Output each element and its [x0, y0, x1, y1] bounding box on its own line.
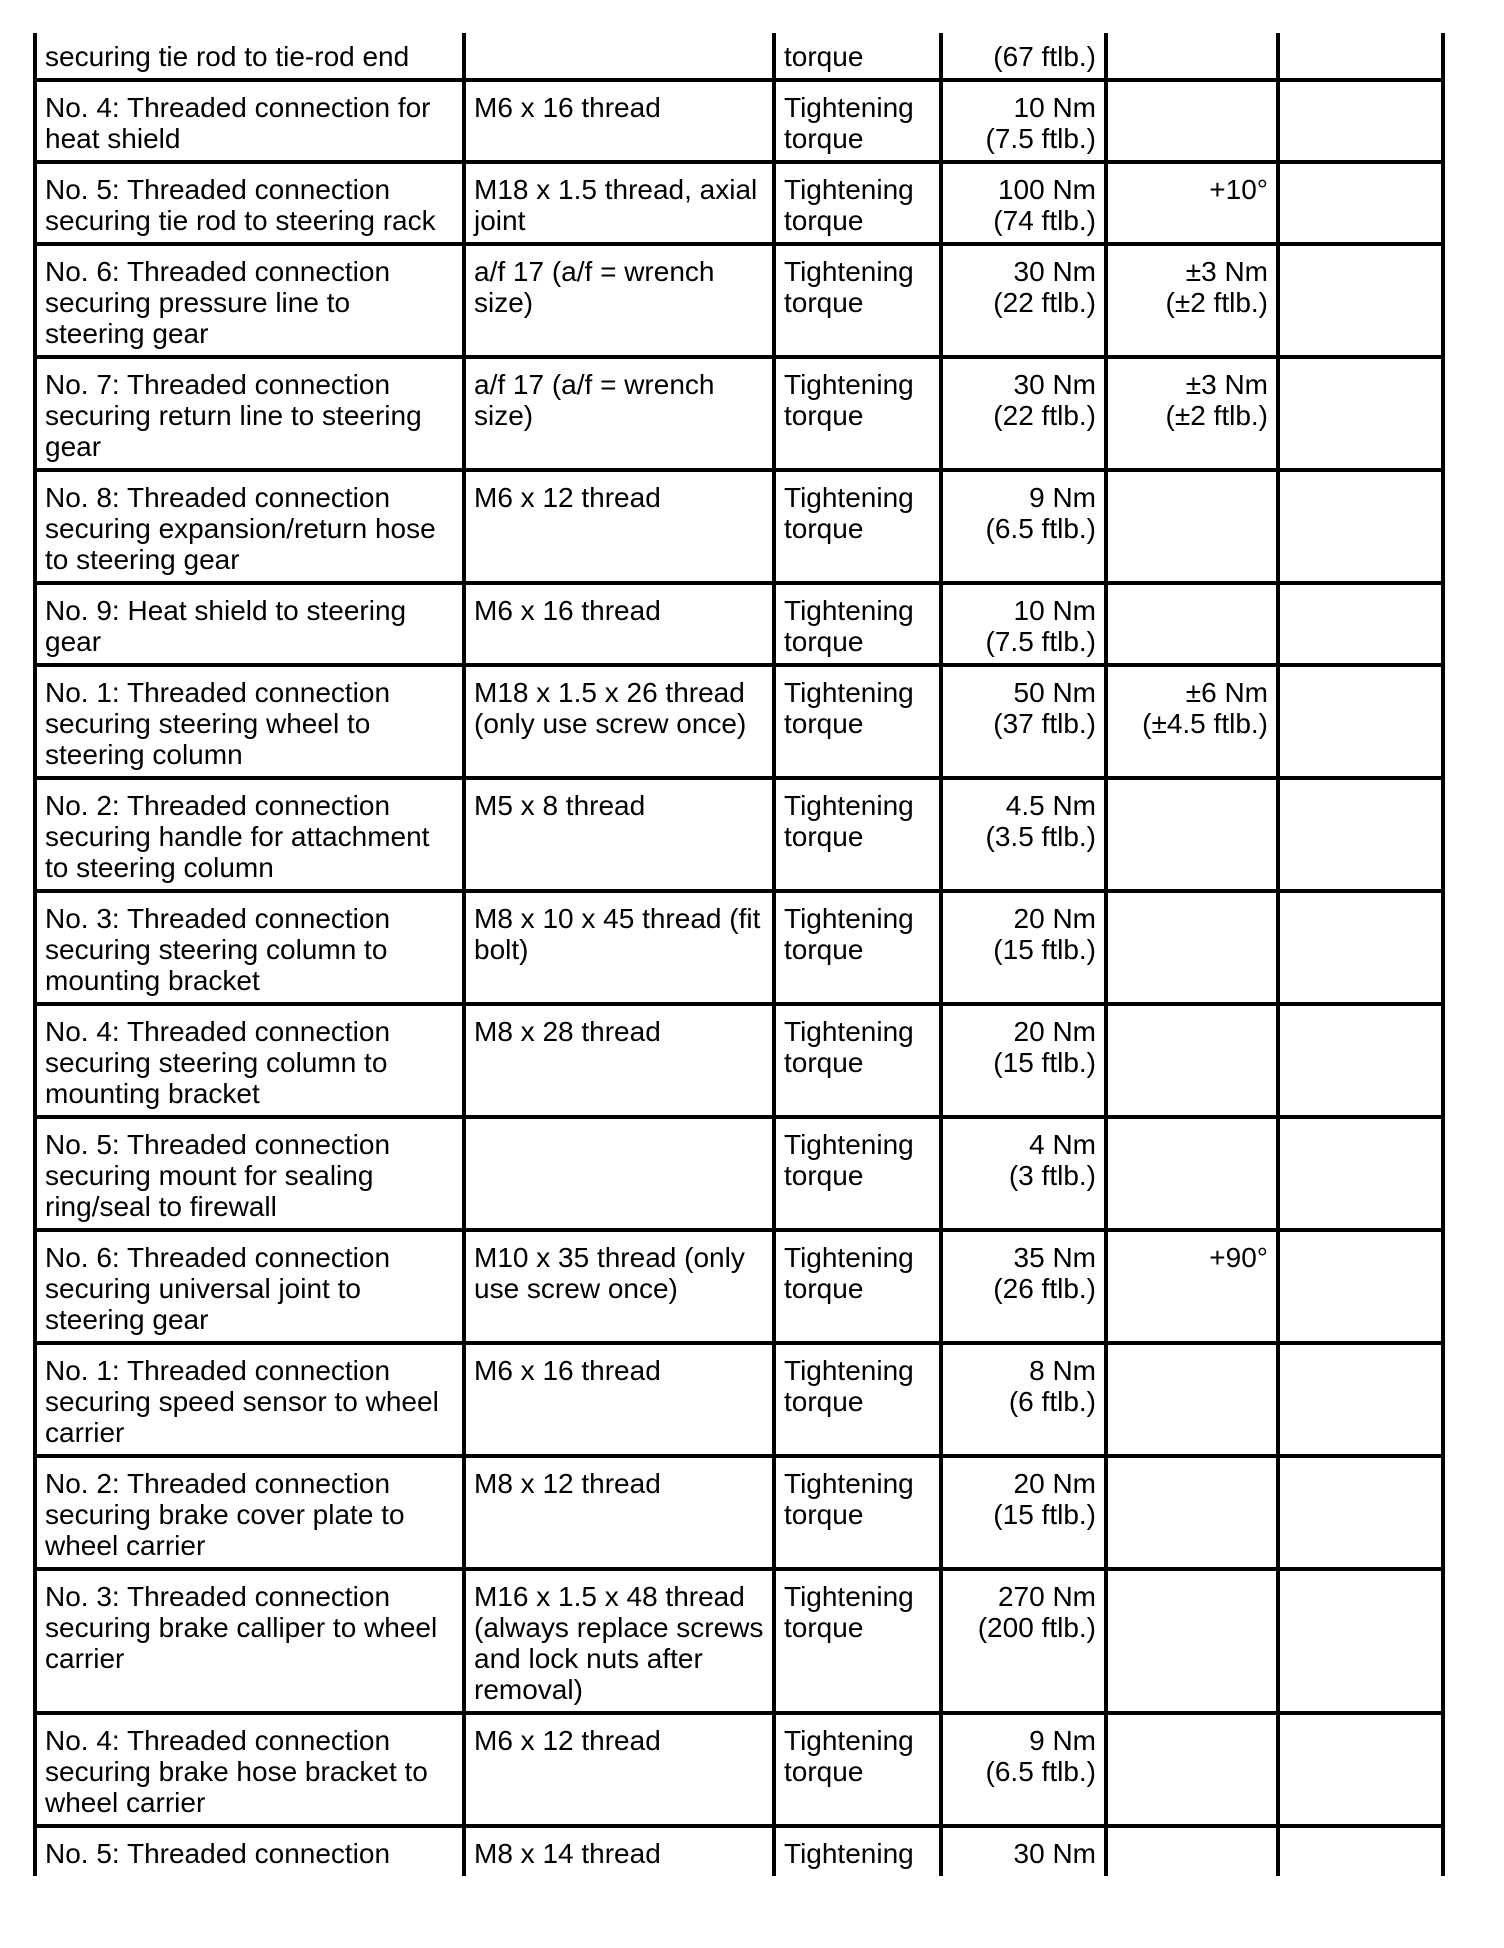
- notes-cell: [1278, 891, 1443, 1004]
- notes-cell: [1278, 583, 1443, 665]
- thread-cell: M8 x 14 thread: [464, 1826, 774, 1876]
- component-cell: No. 6: Threaded connection securing pressure line to steering gear: [35, 244, 464, 357]
- torque-type-cell: Tightening torque: [774, 1456, 941, 1569]
- component-cell: No. 5: Threaded connection securing mount for sealing ring/seal to firewall: [35, 1117, 464, 1230]
- torque-value-cell: (67 ftlb.): [941, 33, 1106, 80]
- torque-type-cell: Tightening torque: [774, 1230, 941, 1343]
- torque-value-cell: 9 Nm (6.5 ftlb.): [941, 1713, 1106, 1826]
- tolerance-cell: +90°: [1106, 1230, 1278, 1343]
- torque-type-cell: Tightening torque: [774, 1713, 941, 1826]
- tolerance-cell: [1106, 470, 1278, 583]
- notes-cell: [1278, 470, 1443, 583]
- tolerance-cell: [1106, 1117, 1278, 1230]
- table-row: [35, 470, 1443, 583]
- component-cell: securing tie rod to tie-rod end: [35, 33, 464, 80]
- table-row: [35, 162, 1443, 244]
- torque-value-cell: 10 Nm (7.5 ftlb.): [941, 583, 1106, 665]
- thread-cell: M6 x 16 thread: [464, 583, 774, 665]
- table-row: [35, 891, 1443, 1004]
- thread-cell: M8 x 10 x 45 thread (fit bolt): [464, 891, 774, 1004]
- table-row: [35, 1343, 1443, 1456]
- table-row: [35, 583, 1443, 665]
- component-cell: No. 4: Threaded connection securing steering column to mounting bracket: [35, 1004, 464, 1117]
- torque-type-cell: Tightening torque: [774, 891, 941, 1004]
- torque-type-cell: torque: [774, 33, 941, 80]
- torque-type-cell: Tightening torque: [774, 470, 941, 583]
- tolerance-cell: [1106, 1456, 1278, 1569]
- component-cell: No. 5: Threaded connection securing tie rod to steering rack: [35, 162, 464, 244]
- torque-type-cell: Tightening torque: [774, 1343, 941, 1456]
- thread-cell: [464, 1117, 774, 1230]
- notes-cell: [1278, 162, 1443, 244]
- component-cell: No. 6: Threaded connection securing universal joint to steering gear: [35, 1230, 464, 1343]
- table-row: [35, 1569, 1443, 1713]
- torque-value-cell: 9 Nm (6.5 ftlb.): [941, 470, 1106, 583]
- torque-value-cell: 10 Nm (7.5 ftlb.): [941, 80, 1106, 162]
- torque-type-cell: Tightening torque: [774, 244, 941, 357]
- thread-cell: M6 x 16 thread: [464, 1343, 774, 1456]
- torque-value-cell: 4 Nm (3 ftlb.): [941, 1117, 1106, 1230]
- notes-cell: [1278, 33, 1443, 80]
- torque-value-cell: 20 Nm (15 ftlb.): [941, 891, 1106, 1004]
- tolerance-cell: ±6 Nm (±4.5 ftlb.): [1106, 665, 1278, 778]
- thread-cell: M16 x 1.5 x 48 thread (always replace screws and lock nuts after removal): [464, 1569, 774, 1713]
- table-row: [35, 33, 1443, 80]
- component-cell: No. 4: Threaded connection securing brake hose bracket to wheel carrier: [35, 1713, 464, 1826]
- tolerance-cell: [1106, 1826, 1278, 1876]
- thread-cell: M18 x 1.5 x 26 thread (only use screw once): [464, 665, 774, 778]
- tolerance-cell: [1106, 891, 1278, 1004]
- tolerance-cell: [1106, 583, 1278, 665]
- torque-type-cell: Tightening torque: [774, 1004, 941, 1117]
- table-row: [35, 1117, 1443, 1230]
- thread-cell: [464, 33, 774, 80]
- component-cell: No. 3: Threaded connection securing brake calliper to wheel carrier: [35, 1569, 464, 1713]
- tolerance-cell: [1106, 1569, 1278, 1713]
- torque-type-cell: Tightening: [774, 1826, 941, 1876]
- tolerance-cell: [1106, 1343, 1278, 1456]
- component-cell: No. 5: Threaded connection: [35, 1826, 464, 1876]
- torque-value-cell: 270 Nm (200 ftlb.): [941, 1569, 1106, 1713]
- torque-type-cell: Tightening torque: [774, 665, 941, 778]
- thread-cell: M6 x 16 thread: [464, 80, 774, 162]
- tolerance-cell: +10°: [1106, 162, 1278, 244]
- component-cell: No. 9: Heat shield to steering gear: [35, 583, 464, 665]
- torque-value-cell: 8 Nm (6 ftlb.): [941, 1343, 1106, 1456]
- torque-value-cell: 20 Nm (15 ftlb.): [941, 1004, 1106, 1117]
- thread-cell: a/f 17 (a/f = wrench size): [464, 357, 774, 470]
- torque-type-cell: Tightening torque: [774, 1117, 941, 1230]
- component-cell: No. 4: Threaded connection for heat shield: [35, 80, 464, 162]
- notes-cell: [1278, 80, 1443, 162]
- thread-cell: M10 x 35 thread (only use screw once): [464, 1230, 774, 1343]
- table-row: [35, 80, 1443, 162]
- tolerance-cell: ±3 Nm (±2 ftlb.): [1106, 244, 1278, 357]
- torque-value-cell: 30 Nm (22 ftlb.): [941, 244, 1106, 357]
- component-cell: No. 2: Threaded connection securing handle for attachment to steering column: [35, 778, 464, 891]
- notes-cell: [1278, 1569, 1443, 1713]
- torque-type-cell: Tightening torque: [774, 778, 941, 891]
- tolerance-cell: [1106, 778, 1278, 891]
- notes-cell: [1278, 357, 1443, 470]
- thread-cell: a/f 17 (a/f = wrench size): [464, 244, 774, 357]
- table-row: [35, 357, 1443, 470]
- torque-type-cell: Tightening torque: [774, 162, 941, 244]
- torque-value-cell: 4.5 Nm (3.5 ftlb.): [941, 778, 1106, 891]
- notes-cell: [1278, 1230, 1443, 1343]
- notes-cell: [1278, 1826, 1443, 1876]
- notes-cell: [1278, 244, 1443, 357]
- thread-cell: M8 x 28 thread: [464, 1004, 774, 1117]
- table-row: [35, 665, 1443, 778]
- component-cell: No. 7: Threaded connection securing return line to steering gear: [35, 357, 464, 470]
- torque-value-cell: 30 Nm (22 ftlb.): [941, 357, 1106, 470]
- table-row: [35, 244, 1443, 357]
- table-row: [35, 778, 1443, 891]
- component-cell: No. 1: Threaded connection securing speed sensor to wheel carrier: [35, 1343, 464, 1456]
- tolerance-cell: [1106, 1004, 1278, 1117]
- torque-type-cell: Tightening torque: [774, 1569, 941, 1713]
- table-row: [35, 1004, 1443, 1117]
- notes-cell: [1278, 1343, 1443, 1456]
- thread-cell: M8 x 12 thread: [464, 1456, 774, 1569]
- component-cell: No. 8: Threaded connection securing expansion/return hose to steering gear: [35, 470, 464, 583]
- table-row: [35, 1456, 1443, 1569]
- torque-value-cell: 30 Nm: [941, 1826, 1106, 1876]
- tolerance-cell: ±3 Nm (±2 ftlb.): [1106, 357, 1278, 470]
- thread-cell: M5 x 8 thread: [464, 778, 774, 891]
- thread-cell: M6 x 12 thread: [464, 470, 774, 583]
- torque-spec-table: [33, 33, 1445, 1876]
- thread-cell: M6 x 12 thread: [464, 1713, 774, 1826]
- torque-type-cell: Tightening torque: [774, 80, 941, 162]
- tolerance-cell: [1106, 1713, 1278, 1826]
- thread-cell: M18 x 1.5 thread, axial joint: [464, 162, 774, 244]
- notes-cell: [1278, 665, 1443, 778]
- tolerance-cell: [1106, 33, 1278, 80]
- component-cell: No. 1: Threaded connection securing steering wheel to steering column: [35, 665, 464, 778]
- tolerance-cell: [1106, 80, 1278, 162]
- torque-value-cell: 50 Nm (37 ftlb.): [941, 665, 1106, 778]
- torque-value-cell: 35 Nm (26 ftlb.): [941, 1230, 1106, 1343]
- torque-type-cell: Tightening torque: [774, 583, 941, 665]
- table-row: [35, 1230, 1443, 1343]
- notes-cell: [1278, 778, 1443, 891]
- table-row: [35, 1826, 1443, 1876]
- table-row: [35, 1713, 1443, 1826]
- notes-cell: [1278, 1117, 1443, 1230]
- notes-cell: [1278, 1004, 1443, 1117]
- torque-value-cell: 100 Nm (74 ftlb.): [941, 162, 1106, 244]
- torque-value-cell: 20 Nm (15 ftlb.): [941, 1456, 1106, 1569]
- component-cell: No. 3: Threaded connection securing steering column to mounting bracket: [35, 891, 464, 1004]
- notes-cell: [1278, 1713, 1443, 1826]
- component-cell: No. 2: Threaded connection securing brake cover plate to wheel carrier: [35, 1456, 464, 1569]
- notes-cell: [1278, 1456, 1443, 1569]
- torque-type-cell: Tightening torque: [774, 357, 941, 470]
